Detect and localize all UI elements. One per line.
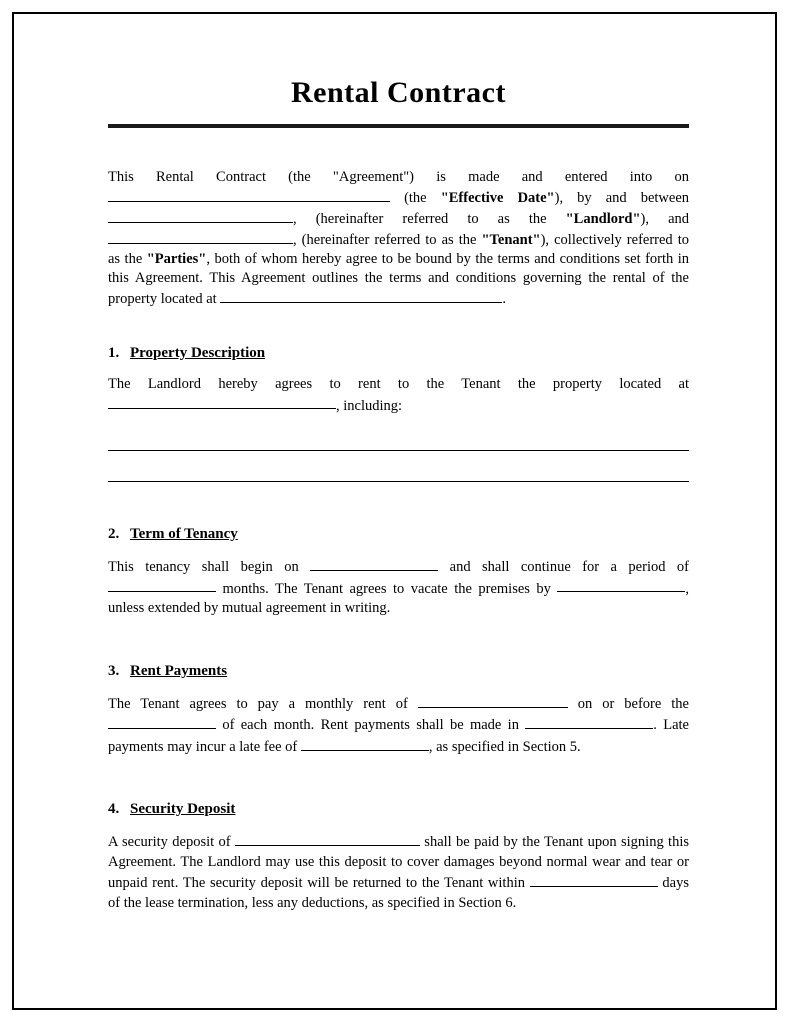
intro-paragraph	[108, 168, 689, 309]
section-1-heading	[108, 345, 689, 362]
s3-rent-amount-blank[interactable]	[418, 693, 568, 708]
section-1-blank-line-1[interactable]	[108, 450, 689, 451]
s4-return-days-blank[interactable]	[530, 872, 658, 887]
section-1-paragraph	[108, 375, 689, 416]
section-3	[108, 663, 689, 757]
section-3-heading	[108, 663, 689, 680]
s3-text-e: , as specified in Section 5.	[428, 738, 581, 755]
s2-text-b: and shall continue for a period of	[438, 558, 690, 575]
section-3-number: 3.	[108, 662, 120, 679]
section-1-number: 1.	[108, 344, 120, 361]
section-4-heading	[108, 801, 689, 818]
section-2-heading	[108, 526, 689, 543]
intro-line-a: This Rental Contract (the "Agreement") is made and entered into on	[108, 169, 689, 185]
s4-deposit-amount-blank[interactable]	[235, 831, 420, 846]
section-2-paragraph	[108, 556, 689, 619]
s3-text-c: of each month. Rent payments shall be made in	[216, 717, 526, 734]
intro-line-b-pre: (the	[404, 189, 427, 206]
section-1	[108, 345, 689, 482]
intro-line-b-post: ), by and between	[554, 189, 690, 206]
section-4-title: Security Deposit	[130, 801, 236, 818]
section-2-title: Term of Tenancy	[130, 526, 238, 543]
s2-vacate-date-blank[interactable]	[557, 578, 685, 593]
s1-text-b: , including:	[336, 397, 403, 414]
effective-date-blank[interactable]	[108, 187, 390, 202]
intro-line-c-end: ),	[540, 231, 550, 248]
tenant-label: "Tenant"	[481, 231, 541, 248]
intro-line-d-end: .	[502, 290, 506, 307]
tenant-name-blank[interactable]	[108, 229, 293, 244]
landlord-name-blank[interactable]	[108, 208, 293, 223]
s1-text-a: The Landlord hereby agrees to rent to the Tenant the property located at	[108, 375, 689, 392]
s2-months-blank[interactable]	[108, 578, 216, 593]
intro-line-d-pre: collectively referred to as the	[108, 231, 690, 267]
section-1-title: Property Description	[130, 344, 266, 361]
title-divider	[108, 124, 689, 128]
parties-label: "Parties"	[146, 250, 207, 267]
s4-text-b: shall be paid by the Tenant upon signing this Agreement. The Landlord may use this deposit to cover damages beyond normal wear and tear or unpaid rent. The security deposit will be returned to the Tenant within	[108, 834, 689, 892]
s3-text-a: The Tenant agrees to pay a monthly rent of	[108, 695, 418, 712]
page-title: Rental Contract	[291, 76, 506, 109]
s2-text-c: months. The Tenant agrees to vacate the premises by	[216, 580, 558, 597]
intro-line-c-tail: , (hereinafter referred to as the	[293, 231, 477, 248]
s1-property-blank[interactable]	[108, 395, 336, 410]
intro-line-c-mid: ), and	[640, 210, 690, 227]
property-address-blank[interactable]	[220, 288, 502, 303]
section-4-number: 4.	[108, 801, 120, 818]
s2-text-d: , unless extended by mutual agreement in writing.	[108, 580, 689, 617]
section-1-blank-line-2[interactable]	[108, 481, 689, 482]
section-2	[108, 526, 689, 619]
intro-line-d-post: , both of whom hereby agree to be bound by the terms and conditions set forth in this Agreement. This Agreement outlines the terms and conditions governing the rental of the property located at	[108, 250, 690, 307]
s2-start-date-blank[interactable]	[310, 556, 438, 571]
s3-text-d: . Late payments may incur a late fee of	[108, 717, 689, 755]
section-4	[108, 801, 689, 913]
s3-payment-method-blank[interactable]	[525, 714, 653, 729]
intro-line-b-tail: , (hereinafter referred to as the	[293, 210, 547, 227]
document-page	[12, 12, 777, 1010]
s4-text-a: A security deposit of	[108, 834, 235, 851]
document-body	[14, 14, 775, 1008]
s3-text-b: on or before the	[567, 695, 689, 712]
s3-due-day-blank[interactable]	[108, 714, 216, 729]
section-3-paragraph	[108, 693, 689, 757]
s3-late-fee-blank[interactable]	[301, 736, 429, 751]
s2-text-a: This tenancy shall begin on	[108, 558, 311, 575]
section-3-title: Rent Payments	[130, 662, 228, 679]
section-4-paragraph	[108, 831, 689, 913]
s4-text-c: days of the lease termination, less any deductions, as specified in Section 6.	[108, 875, 689, 911]
section-2-number: 2.	[108, 526, 120, 543]
effective-date-label: "Effective Date"	[440, 189, 555, 206]
landlord-label: "Landlord"	[565, 210, 641, 227]
